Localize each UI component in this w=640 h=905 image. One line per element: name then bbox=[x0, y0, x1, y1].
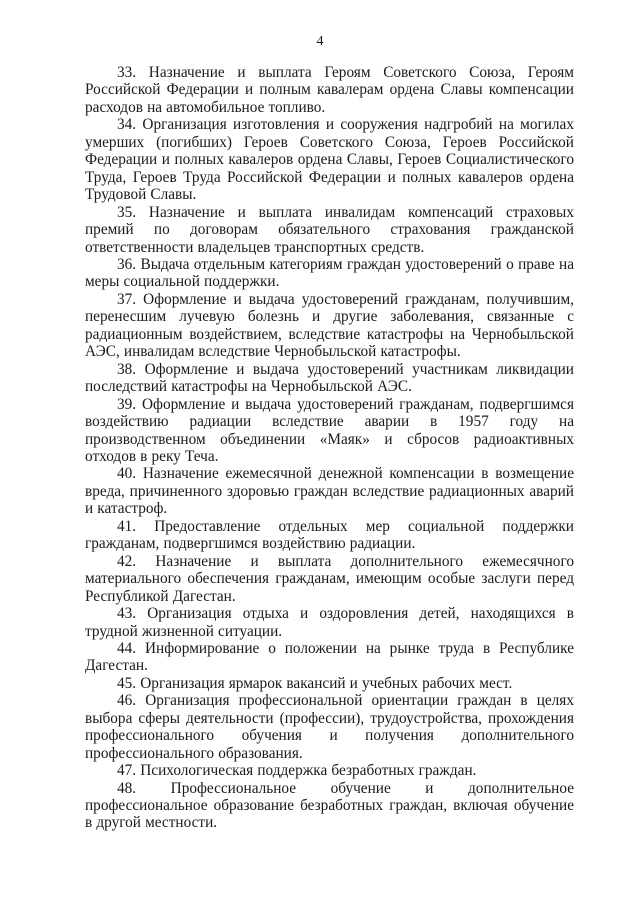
list-item: 42. Назначение и выплата дополнительного ежемесячного материального обеспечения гражданам, имеющим особые заслуги перед Республикой Дагестан. bbox=[85, 552, 574, 605]
list-item: 39. Оформление и выдача удостоверений гражданам, подвергшимся воздействию радиации вследствие аварии в 1957 году на производственном объединении «Маяк» и сбросов радиоактивных отходов в реку Теча. bbox=[85, 395, 574, 465]
list-item: 38. Оформление и выдача удостоверений участникам ликвидации последствий катастрофы на Чернобыльской АЭС. bbox=[85, 360, 574, 396]
list-item: 36. Выдача отдельным категориям граждан удостоверений о праве на меры социальной поддержки. bbox=[85, 255, 574, 291]
list-item: 40. Назначение ежемесячной денежной компенсации в возмещение вреда, причиненного здоровью граждан вследствие радиационных аварий и катастроф. bbox=[85, 465, 574, 518]
list-item: 41. Предоставление отдельных мер социальной поддержки гражданам, подвергшимся воздействию радиации. bbox=[85, 517, 574, 553]
list-item: 44. Информирование о положении на рынке труда в Республике Дагестан. bbox=[85, 639, 574, 675]
list-item: 34. Организация изготовления и сооружения надгробий на могилах умерших (погибших) Героев Советского Союза, Героев Российской Федерации и полных кавалеров ордена Славы, Героев Социалистического Труда, Героев Труда Российской Федерации и полных кавалеров ордена Трудовой Славы. bbox=[85, 116, 574, 204]
list-of-services bbox=[85, 64, 574, 832]
list-item: 37. Оформление и выдача удостоверений гражданам, получившим, перенесшим лучевую болезнь и другие заболевания, связанные с радиационным воздействием, вследствие катастрофы на Чернобыльской АЭС, инвалидам вследствие Чернобыльской катастрофы. bbox=[85, 290, 574, 361]
list-item: 46. Организация профессиональной ориентации граждан в целях выбора сферы деятельности (профессии), трудоустройства, прохождения профессионального обучения и получения дополнительного профессионального образования. bbox=[85, 692, 574, 762]
list-item: 47. Психологическая поддержка безработных граждан. bbox=[117, 762, 477, 780]
list-item: 45. Организация ярмарок вакансий и учебных рабочих мест. bbox=[117, 674, 513, 692]
list-item: 33. Назначение и выплата Героям Советского Союза, Героям Российской Федерации и полным кавалерам ордена Славы компенсации расходов на автомобильное топливо. bbox=[85, 64, 574, 116]
list-item: 35. Назначение и выплата инвалидам компенсаций страховых премий по договорам обязательного страхования гражданской ответственности владельцев транспортных средств. bbox=[85, 203, 574, 256]
list-item: 48. Профессиональное обучение и дополнительное профессиональное образование безработных граждан, включая обучение в другой местности. bbox=[85, 779, 574, 832]
page-number: 4 bbox=[316, 34, 324, 49]
list-item: 43. Организация отдыха и оздоровления детей, находящихся в трудной жизненной ситуации. bbox=[85, 605, 574, 640]
